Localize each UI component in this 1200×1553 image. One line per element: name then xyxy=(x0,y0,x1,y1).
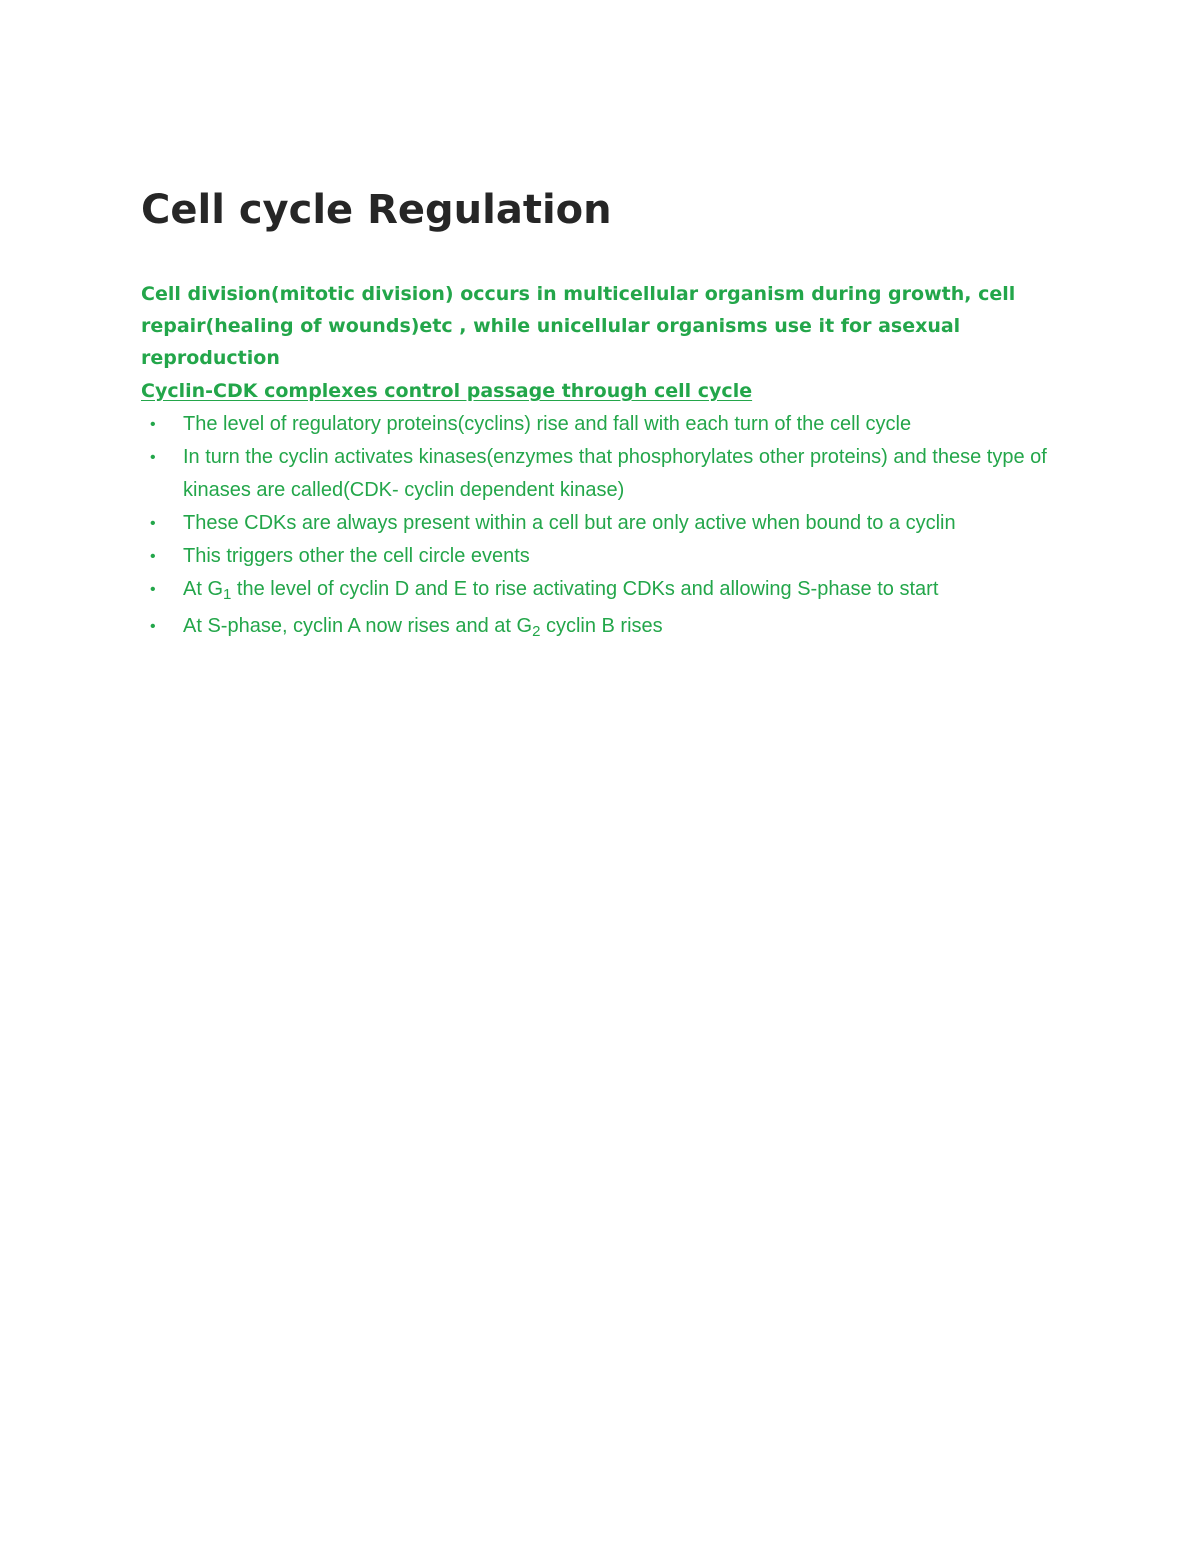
bullet-icon: • xyxy=(150,618,156,635)
section-subheading: Cyclin-CDK complexes control passage through cell cycle xyxy=(141,380,753,402)
intro-paragraph: Cell division(mitotic division) occurs in multicellular organism during growth, cell repair(healing of wounds)etc , while unicellular organisms use it for asexual reproduction xyxy=(141,283,1016,369)
bullet-text: In turn the cyclin activates kinases(enzymes that phosphorylates other proteins) and these type of kinases are called(CDK- cyclin dependent kinase) xyxy=(183,446,1047,501)
bullet-list xyxy=(150,408,1070,643)
bullet-item xyxy=(150,610,1070,643)
subscript: 2 xyxy=(532,623,541,640)
bullet-text: The level of regulatory proteins(cyclins) rise and fall with each turn of the cell cycle xyxy=(183,413,912,435)
bullet-text-before: At S-phase, cyclin A now rises and at G xyxy=(183,615,533,637)
bullet-text-before: At G xyxy=(183,578,224,600)
bullet-text-after: the level of cyclin D and E to rise activating CDKs and allowing S-phase to start xyxy=(231,578,939,600)
bullet-icon: • xyxy=(150,581,156,598)
bullet-text-after: cyclin B rises xyxy=(540,615,663,637)
bullet-item xyxy=(150,540,1070,573)
bullet-text: These CDKs are always present within a cell but are only active when bound to a cyclin xyxy=(183,512,956,534)
bullet-item xyxy=(150,507,1070,540)
bullet-icon: • xyxy=(150,449,156,466)
bullet-item xyxy=(150,573,1070,606)
bullet-icon: • xyxy=(150,416,156,433)
bullet-icon: • xyxy=(150,515,156,532)
bullet-text: This triggers other the cell circle events xyxy=(183,545,530,567)
bullet-icon: • xyxy=(150,548,156,565)
bullet-item xyxy=(150,441,1070,507)
bullet-item xyxy=(150,408,1070,441)
page-title: Cell cycle Regulation xyxy=(141,187,612,233)
subscript: 1 xyxy=(223,586,232,603)
